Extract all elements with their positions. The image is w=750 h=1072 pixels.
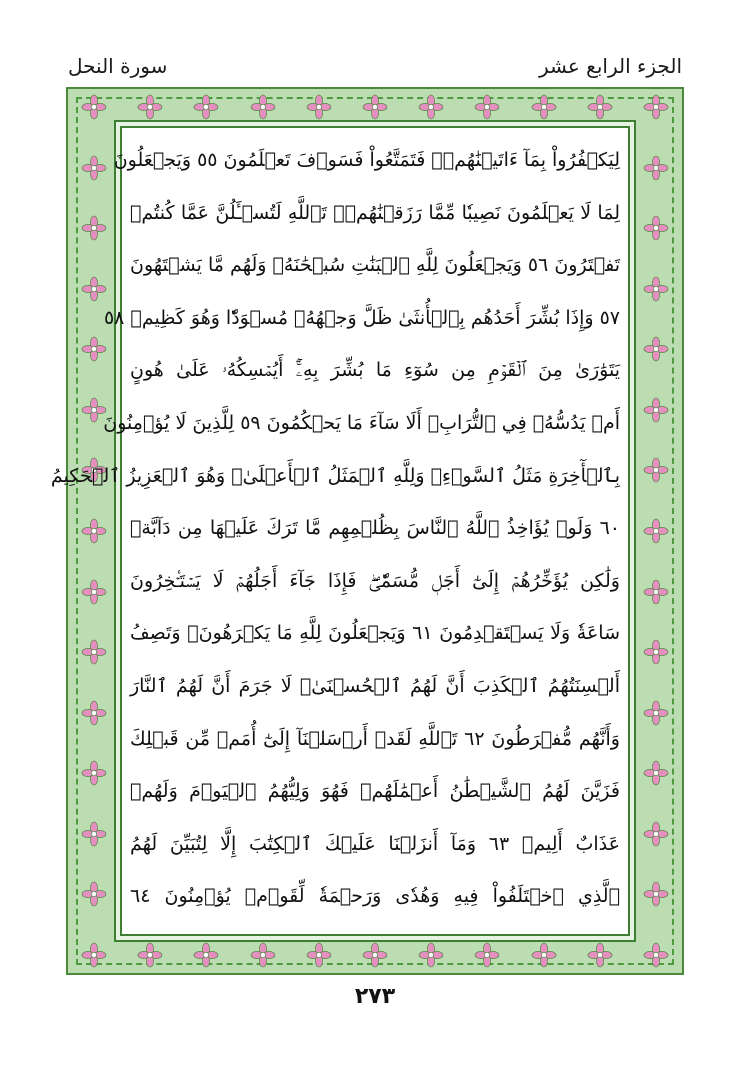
flower-ornament-icon [587, 942, 613, 968]
flower-ornament-icon [643, 336, 669, 362]
flower-ornament-icon [643, 518, 669, 544]
flower-ornament-icon [362, 942, 388, 968]
flower-ornament-icon [643, 457, 669, 483]
flower-ornament-icon [474, 942, 500, 968]
flower-ornament-icon [306, 942, 332, 968]
flower-ornament-icon [81, 518, 107, 544]
text-line-14: عَذَابٌ أَلِيمٞ ٦٣ وَمَآ أَنزَلۡنَا عَلَيۡكَ ٱلۡكِتَٰبَ إِلَّا لِتُبَيِّنَ لَهُمُ [130, 832, 620, 855]
flower-ornament-icon [643, 639, 669, 665]
flower-ornament-icon [81, 881, 107, 907]
text-line-9: وَلَٰكِن يُؤَخِّرُهُمۡ إِلَىٰٓ أَجَلٖ مُّسَمّٗىۖ فَإِذَا جَآءَ أَجَلُهُمۡ لَا يَسۡتَـٔۡخِرُونَ [130, 569, 620, 592]
flower-ornament-icon [81, 760, 107, 786]
flower-ornament-icon [81, 639, 107, 665]
flower-ornament-icon [306, 94, 332, 120]
page-number: ٢٧٣ [354, 984, 396, 1009]
flower-ornament-icon [250, 94, 276, 120]
flower-ornament-icon [643, 397, 669, 423]
flower-ornament-icon [643, 155, 669, 181]
flower-ornament-icon [193, 94, 219, 120]
text-line-11: أَلۡسِنَتُهُمُ ٱلۡكَذِبَ أَنَّ لَهُمُ ٱلۡحُسۡنَىٰۚ لَا جَرَمَ أَنَّ لَهُمُ ٱلنَّارَ [130, 674, 620, 697]
flower-ornament-icon [137, 942, 163, 968]
flower-ornament-icon [81, 579, 107, 605]
text-line-8: ٦٠ وَلَوۡ يُؤَاخِذُ ٱللَّهُ ٱلنَّاسَ بِظُلۡمِهِم مَّا تَرَكَ عَلَيۡهَا مِن دَآبَّةٖ [130, 517, 620, 540]
flower-ornament-icon [250, 942, 276, 968]
flower-ornament-icon [643, 579, 669, 605]
text-line-5: يَتَوَٰرَىٰ مِنَ ٱلۡقَوۡمِ مِن سُوٓءِ مَا بُشِّرَ بِهِۦٓۚ أَيُمۡسِكُهُۥ عَلَىٰ هُونٍ [130, 359, 620, 382]
text-line-15: ٱلَّذِي ٱخۡتَلَفُواْ فِيهِ وَهُدٗى وَرَحۡمَةٗ لِّقَوۡمٖ يُؤۡمِنُونَ ٦٤ [130, 885, 620, 908]
flower-ornament-icon [81, 155, 107, 181]
text-line-2: لِمَا لَا يَعۡلَمُونَ نَصِيبٗا مِّمَّا رَزَقۡنَٰهُمۡۗ تَٱللَّهِ لَتُسۡـَٔلُنَّ عَمَّا كُنتُمۡ [130, 201, 620, 224]
flower-ornament-icon [418, 94, 444, 120]
quran-text [50, 134, 621, 924]
flower-ornament-icon [81, 215, 107, 241]
flower-ornament-icon [81, 700, 107, 726]
flower-ornament-icon [643, 215, 669, 241]
flower-ornament-icon [643, 94, 669, 120]
page-header [68, 54, 682, 84]
flower-ornament-icon [81, 942, 107, 968]
flower-ornament-icon [643, 942, 669, 968]
flower-ornament-icon [643, 700, 669, 726]
flower-ornament-icon [531, 94, 557, 120]
flower-ornament-icon [643, 276, 669, 302]
text-line-4: ٥٧ وَإِذَا بُشِّرَ أَحَدُهُم بِٱلۡأُنثَىٰ ظَلَّ وَجۡهُهُۥ مُسۡوَدّٗا وَهُوَ كَظِيمٞ ٥٨ [103, 306, 620, 329]
flower-ornament-icon [643, 821, 669, 847]
surah-title: سورة النحل [68, 54, 168, 78]
text-line-6: أَمۡ يَدُسُّهُۥ فِي ٱلتُّرَابِۗ أَلَا سَآءَ مَا يَحۡكُمُونَ ٥٩ لِلَّذِينَ لَا يُؤۡمِنُونَ [103, 411, 620, 434]
flower-ornament-icon [587, 94, 613, 120]
text-line-3: تَفۡتَرُونَ ٥٦ وَيَجۡعَلُونَ لِلَّهِ ٱلۡبَنَٰتِ سُبۡحَٰنَهُۥ وَلَهُم مَّا يَشۡتَهُونَ [130, 254, 621, 277]
juz-title: الجزء الرابع عشر [539, 54, 682, 78]
flower-ornament-icon [193, 942, 219, 968]
text-line-10: سَاعَةٗ وَلَا يَسۡتَقۡدِمُونَ ٦١ وَيَجۡعَلُونَ لِلَّهِ مَا يَكۡرَهُونَۚ وَتَصِفُ [130, 622, 621, 645]
text-line-12: وَأَنَّهُم مُّفۡرَطُونَ ٦٢ تَٱللَّهِ لَقَدۡ أَرۡسَلۡنَآ إِلَىٰٓ أُمَمٖ مِّن قَبۡلِكَ [130, 727, 620, 750]
flower-ornament-icon [137, 94, 163, 120]
flower-ornament-icon [362, 94, 388, 120]
flower-ornament-icon [643, 760, 669, 786]
text-line-1: لِيَكۡفُرُواْ بِمَآ ءَاتَيۡنَٰهُمۡۚ فَتَمَتَّعُواْ فَسَوۡفَ تَعۡلَمُونَ ٥٥ وَيَجۡعَلُونَ [113, 149, 620, 171]
text-line-7: بِٱلۡأٓخِرَةِ مَثَلُ ٱلسَّوۡءِۖ وَلِلَّهِ ٱلۡمَثَلُ ٱلۡأَعۡلَىٰۚ وَهُوَ ٱلۡعَزِيزُ ٱلۡحَكِيمُ [50, 464, 620, 487]
flower-ornament-icon [81, 94, 107, 120]
flower-ornament-icon [81, 821, 107, 847]
flower-ornament-icon [531, 942, 557, 968]
flower-ornament-icon [418, 942, 444, 968]
flower-ornament-icon [643, 881, 669, 907]
flower-ornament-icon [474, 94, 500, 120]
text-line-13: فَزَيَّنَ لَهُمُ ٱلشَّيۡطَٰنُ أَعۡمَٰلَهُمۡ فَهُوَ وَلِيُّهُمُ ٱلۡيَوۡمَ وَلَهُمۡ [130, 780, 620, 803]
